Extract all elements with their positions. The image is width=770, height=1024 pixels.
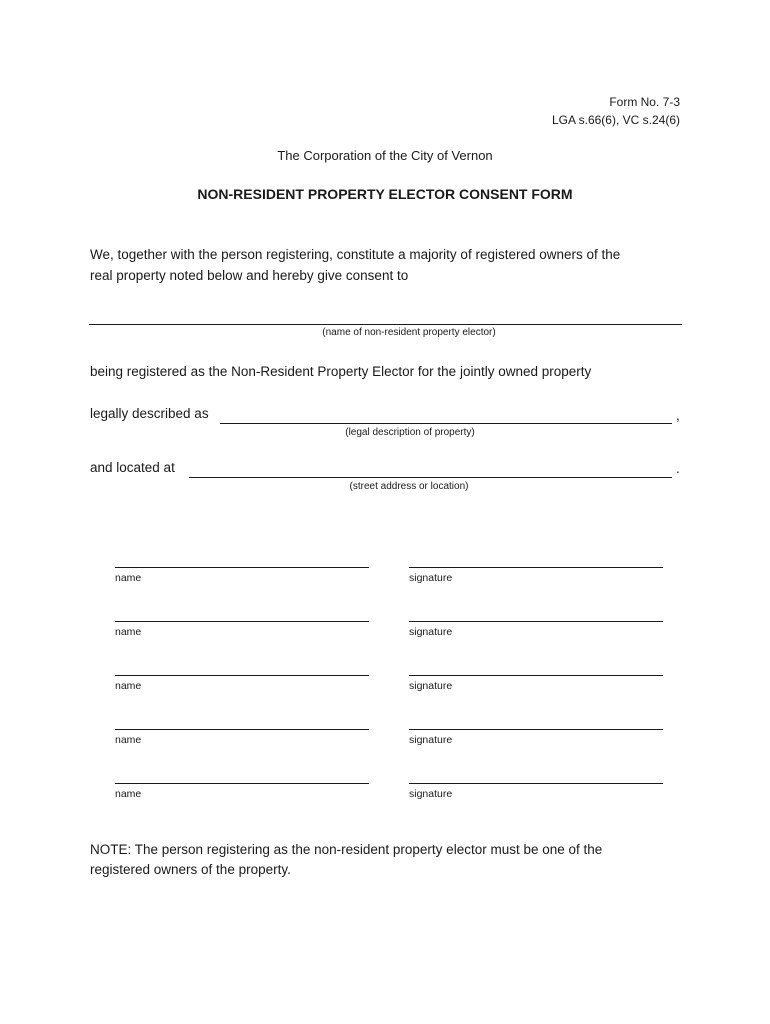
name-label: name (115, 626, 142, 638)
form-title: NON-RESIDENT PROPERTY ELECTOR CONSENT FORM (197, 186, 573, 202)
corporation-name: The Corporation of the City of Vernon (277, 148, 493, 163)
signature-label: signature (409, 626, 453, 638)
name-line[interactable] (115, 567, 369, 568)
signature-line[interactable] (409, 567, 663, 568)
location-label: and located at (90, 460, 175, 475)
name-line[interactable] (115, 783, 369, 784)
legal-description-caption: (legal description of property) (345, 427, 475, 438)
name-line[interactable] (115, 729, 369, 730)
name-label: name (115, 680, 142, 692)
location-caption: (street address or location) (349, 481, 469, 492)
signature-line[interactable] (409, 783, 663, 784)
name-line[interactable] (115, 621, 369, 622)
location-period: . (676, 461, 680, 476)
signature-label: signature (409, 788, 453, 800)
intro-line-1: We, together with the person registering, constitute a majority of registered owners of the (90, 247, 621, 262)
legal-description-line[interactable] (220, 423, 672, 424)
elector-name-caption: (name of non-resident property elector) (322, 327, 496, 338)
form-number: Form No. 7-3 (609, 95, 680, 109)
name-line[interactable] (115, 675, 369, 676)
registered-text: being registered as the Non-Resident Property Elector for the jointly owned property (90, 364, 592, 379)
location-line[interactable] (189, 477, 672, 478)
signature-label: signature (409, 734, 453, 746)
legal-description-label: legally described as (90, 406, 209, 421)
signature-label: signature (409, 572, 453, 584)
name-label: name (115, 572, 142, 584)
signature-label: signature (409, 680, 453, 692)
signature-line[interactable] (409, 729, 663, 730)
note-line-1: NOTE: The person registering as the non-resident property elector must be one of the (90, 842, 603, 857)
note-line-2: registered owners of the property. (90, 862, 291, 877)
intro-line-2: real property noted below and hereby give consent to (90, 268, 409, 283)
signature-line[interactable] (409, 675, 663, 676)
name-label: name (115, 734, 142, 746)
legislation-reference: LGA s.66(6), VC s.24(6) (551, 113, 680, 127)
name-label: name (115, 788, 142, 800)
elector-name-line[interactable] (89, 324, 682, 325)
signature-line[interactable] (409, 621, 663, 622)
legal-description-comma: , (676, 408, 680, 423)
